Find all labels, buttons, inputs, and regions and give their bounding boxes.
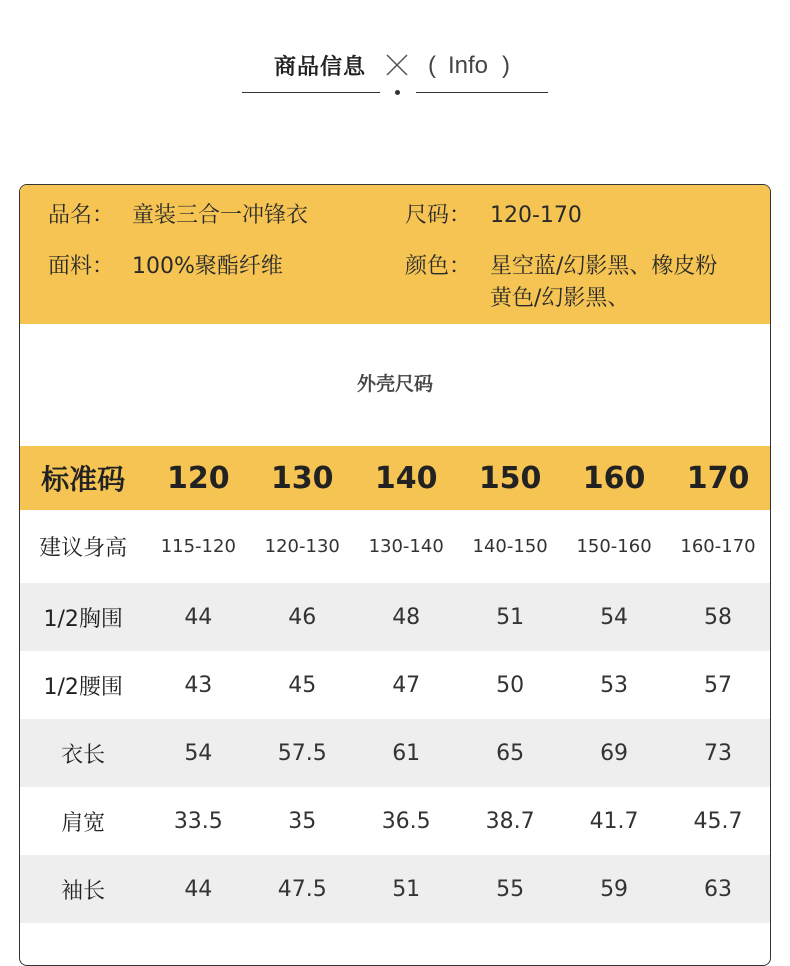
header-cell: 130 — [270, 460, 334, 496]
table-cell: 65 — [496, 740, 525, 766]
table-cell: 44 — [184, 876, 213, 902]
table-header-row — [20, 446, 770, 510]
row-label: 1/2胸围 — [43, 606, 123, 632]
table-cell: 43 — [184, 672, 213, 698]
table-cell: 46 — [288, 604, 317, 630]
header-title-cn: 商品信息 — [274, 55, 367, 80]
table-cell: 160-170 — [680, 536, 756, 557]
table-cell: 57 — [704, 672, 733, 698]
table-cell: 41.7 — [589, 808, 639, 834]
table-cell: 57.5 — [277, 740, 327, 766]
table-cell: 36.5 — [381, 808, 431, 834]
color-label: 颜色： — [405, 254, 472, 279]
table-cell: 58 — [704, 604, 733, 630]
color-value-line1: 星空蓝/幻影黑、橡皮粉 — [490, 254, 718, 279]
table-cell: 54 — [184, 740, 213, 766]
x-icon — [384, 52, 410, 78]
product-info-panel — [20, 185, 770, 324]
name-value: 童装三合一冲锋衣 — [132, 203, 309, 228]
table-row — [20, 855, 770, 923]
table-cell: 115-120 — [160, 536, 236, 557]
table-cell: 69 — [600, 740, 629, 766]
table-row — [20, 583, 770, 651]
color-value — [490, 251, 760, 315]
table-cell: 140-150 — [472, 536, 548, 557]
header-cell: 140 — [374, 460, 438, 496]
row-label: 袖长 — [61, 878, 106, 904]
fabric-label: 面料： — [48, 254, 115, 279]
table-cell: 47.5 — [277, 876, 327, 902]
table-cell: 53 — [600, 672, 629, 698]
header-cell: 120 — [167, 460, 230, 496]
section-header — [0, 0, 790, 120]
table-row — [20, 787, 770, 855]
table-cell: 38.7 — [485, 808, 535, 834]
header-underline-right — [416, 92, 548, 93]
size-table — [20, 446, 770, 923]
header-cell: 标准码 — [41, 463, 126, 496]
header-cell: 170 — [686, 460, 750, 496]
size-value: 120-170 — [490, 203, 582, 228]
table-cell: 63 — [704, 876, 733, 902]
section-title: 外壳尺码 — [356, 373, 433, 395]
table-cell: 45.7 — [693, 808, 743, 834]
paren-right: ) — [502, 52, 511, 79]
table-cell: 59 — [600, 876, 629, 902]
table-cell: 130-140 — [368, 536, 444, 557]
header-title-en — [428, 52, 510, 80]
table-row — [20, 651, 770, 719]
size-label: 尺码： — [405, 203, 472, 228]
table-cell: 51 — [392, 876, 421, 902]
header-cell: 150 — [478, 460, 542, 496]
paren-left: ( — [428, 52, 436, 79]
table-row — [20, 719, 770, 787]
table-cell: 61 — [392, 740, 421, 766]
table-cell: 51 — [496, 604, 525, 630]
row-label: 衣长 — [61, 742, 106, 768]
name-label: 品名： — [48, 203, 115, 228]
row-label: 1/2腰围 — [43, 674, 123, 700]
table-cell: 50 — [496, 672, 525, 698]
fabric-value: 100%聚酯纤维 — [132, 254, 283, 279]
table-cell: 33.5 — [173, 808, 223, 834]
table-cell: 35 — [288, 808, 317, 834]
table-cell: 120-130 — [264, 536, 340, 557]
header-dot — [395, 90, 400, 95]
table-cell: 54 — [600, 604, 629, 630]
table-cell: 44 — [184, 604, 213, 630]
table-row — [20, 510, 770, 583]
header-cell: 160 — [582, 460, 646, 496]
table-cell: 45 — [288, 672, 317, 698]
table-cell: 47 — [392, 672, 421, 698]
header-underline-left — [242, 92, 380, 93]
table-cell: 150-160 — [576, 536, 652, 557]
table-cell: 55 — [496, 876, 525, 902]
table-cell: 48 — [392, 604, 421, 630]
table-cell: 73 — [704, 740, 733, 766]
product-card — [19, 184, 771, 966]
header-info-text: Info — [448, 52, 489, 79]
row-label: 建议身高 — [39, 536, 128, 561]
color-value-line2: 黄色/幻影黑、 — [490, 286, 630, 311]
row-label: 肩宽 — [61, 810, 106, 836]
